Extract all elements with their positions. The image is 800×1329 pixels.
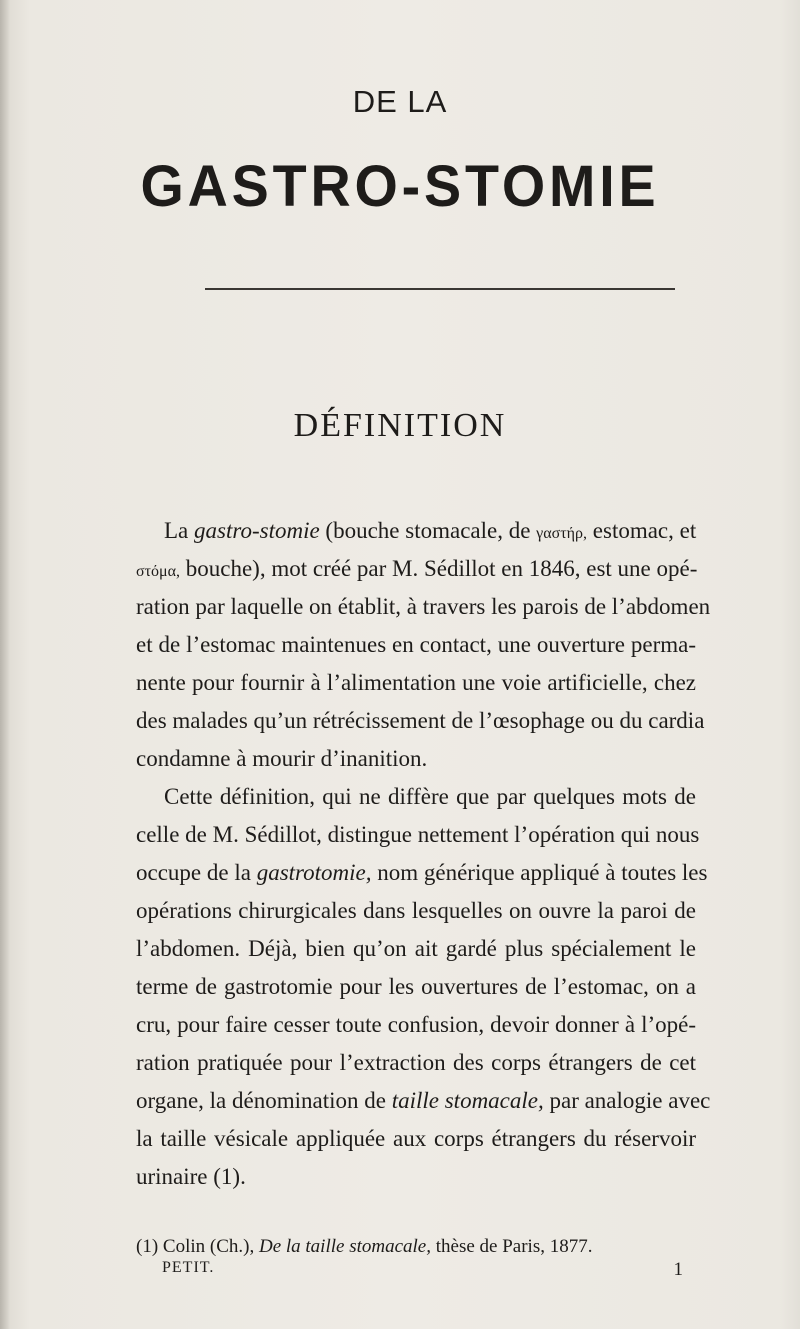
section-heading: DÉFINITION xyxy=(293,407,507,444)
text-line: des malades qu’un rétrécissement de l’œsophage ou du cardia xyxy=(136,708,705,733)
text-line: condamne à mourir d’inanition. xyxy=(136,746,428,771)
page-gutter-shadow xyxy=(0,0,10,1329)
text-line: et de l’estomac maintenues en contact, une ouverture perma- xyxy=(136,632,696,657)
greek-word: στόμα, xyxy=(136,563,181,580)
text-line xyxy=(136,1082,711,1120)
text-line xyxy=(136,512,696,550)
text-line: opérations chirurgicales dans lesquelles on ouvre la paroi de xyxy=(136,898,696,923)
text-line xyxy=(136,854,708,892)
footnote xyxy=(136,1235,696,1259)
greek-word: γαστήρ, xyxy=(536,525,588,542)
text-line: ration par laquelle on établit, à travers les parois de l’abdomen xyxy=(136,594,711,619)
footnote-ref: (1) Colin (Ch.), xyxy=(136,1236,259,1257)
body-text xyxy=(136,512,711,1196)
footnote-source: thèse de Paris, 1877. xyxy=(431,1236,593,1257)
text-run: occupe de la xyxy=(136,860,257,885)
paragraph-definition xyxy=(136,512,711,778)
text-run: bouche), mot créé par M. Sédillot en 1846, est une opé- xyxy=(180,556,698,581)
pre-title: DE LA xyxy=(352,84,448,119)
text-run: organe, la dénomination de xyxy=(136,1088,392,1113)
text-line xyxy=(136,550,696,588)
text-line: terme de gastrotomie pour les ouvertures de l’estomac, on a xyxy=(136,974,696,999)
text-line: la taille vésicale appliquée aux corps étrangers du réservoir xyxy=(136,1126,696,1151)
text-line: l’abdomen. Déjà, bien qu’on ait gardé plus spécialement le xyxy=(136,936,696,961)
term-gastro-stomie: gastro-stomie xyxy=(194,518,320,543)
title-divider xyxy=(205,288,675,290)
signature-row xyxy=(162,1259,692,1283)
text-run: nom générique appliqué à toutes les xyxy=(371,860,708,885)
footnote-title: De la taille stomacale, xyxy=(258,1236,431,1257)
text-run: (bouche stomacale, de xyxy=(319,518,537,543)
signature-mark: PETIT. xyxy=(162,1259,215,1276)
page-title: GASTRO-STOMIE xyxy=(140,154,660,219)
text-run: estomac, et xyxy=(587,518,697,543)
text-line: celle de M. Sédillot, distingue nettement l’opération qui nous xyxy=(136,822,700,847)
paragraph-distinction xyxy=(136,778,711,1196)
term-taille-stomacale: taille stomacale, xyxy=(391,1088,544,1113)
text-run: La xyxy=(164,518,195,543)
text-line: cru, pour faire cesser toute confusion, devoir donner à l’opé- xyxy=(136,1012,696,1037)
text-line: nente pour fournir à l’alimentation une voie artificielle, chez xyxy=(136,670,696,695)
text-run: par analogie avec xyxy=(543,1088,711,1113)
term-gastrotomie: gastrotomie, xyxy=(256,860,372,885)
text-line: ration pratiquée pour l’extraction des corps étrangers de cet xyxy=(136,1050,696,1075)
signature-number: 1 xyxy=(673,1259,684,1280)
text-line: Cette définition, qui ne diffère que par quelques mots de xyxy=(164,784,696,809)
text-line: urinaire (1). xyxy=(136,1164,246,1189)
